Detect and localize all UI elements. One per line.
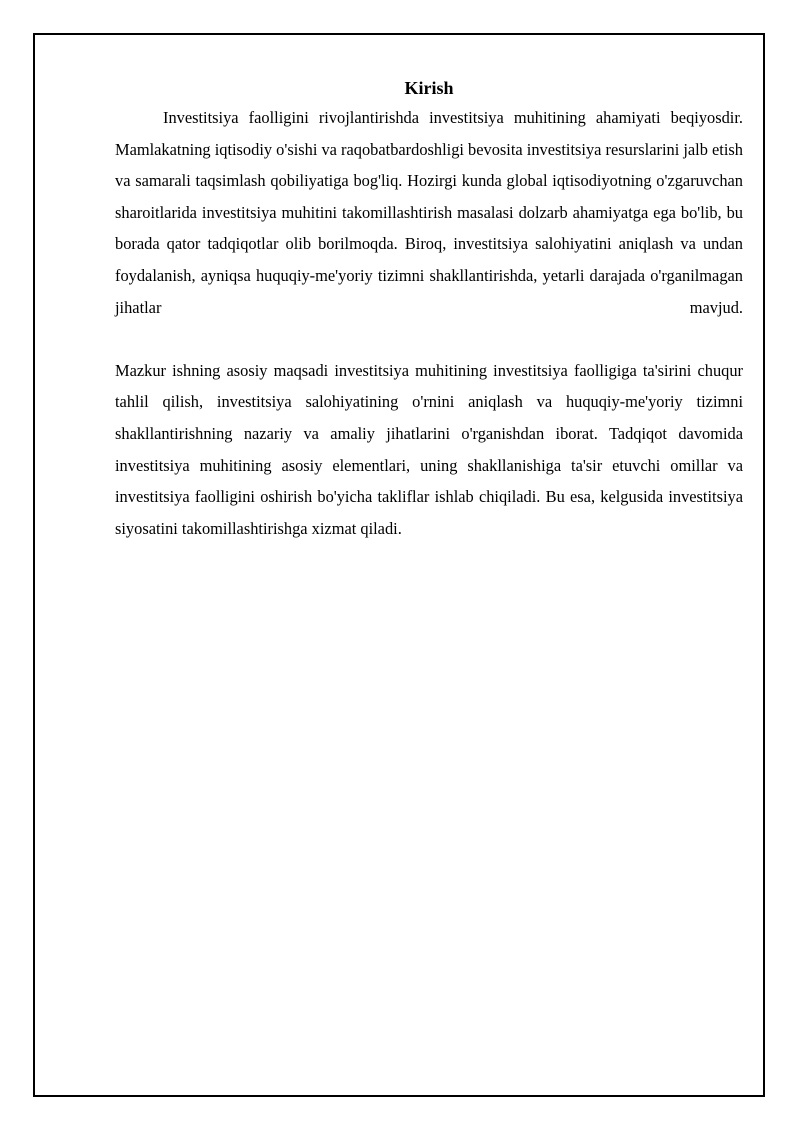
paragraph-intro: Investitsiya faolligini rivojlantirishda investitsiya muhitining ahamiyati beqiyosdir. Mamlakatning iqtisodiy o'sishi va raqobatbardoshligi bevosita investitsiya resurslarini jalb etish va samarali taqsimlash qobiliyatiga bog'liq. Hozirgi kunda global iqtisodiyotning o'zgaruvchan sharoitlarida investitsiya muhitini takomillashtirish masalasi dolzarb ahamiyatga ega bo'lib, bu borada qator tadqiqotlar olib borilmoqda. Biroq, investitsiya salohiyatini aniqlash va undan foydalanish, ayniqsa huquqiy-me'yoriy tizimni shakllantirishda, yetarli darajada o'rganilmagan jihatlar mavjud. [115,108,743,317]
paragraph-aim: Mazkur ishning asosiy maqsadi investitsiya muhitining investitsiya faolligiga ta'sirini chuqur tahlil qilish, investitsiya salohiyatining o'rnini aniqlash va huquqiy-me'yoriy tizimni shakllantirishning nazariy va amaliy jihatlarini o'rganishdan iborat. Tadqiqot davomida investitsiya muhitining asosiy elementlari, uning shakllanishiga ta'sir etuvchi omillar va investitsiya faolligini oshirish bo'yicha takliflar ishlab chiqiladi. Bu esa, kelgusida investitsiya siyosatini takomillashtirishga xizmat qiladi. [115,360,743,538]
document-body [115,74,743,544]
paragraph-gap [115,323,743,355]
document-title: Kirish [404,78,454,98]
